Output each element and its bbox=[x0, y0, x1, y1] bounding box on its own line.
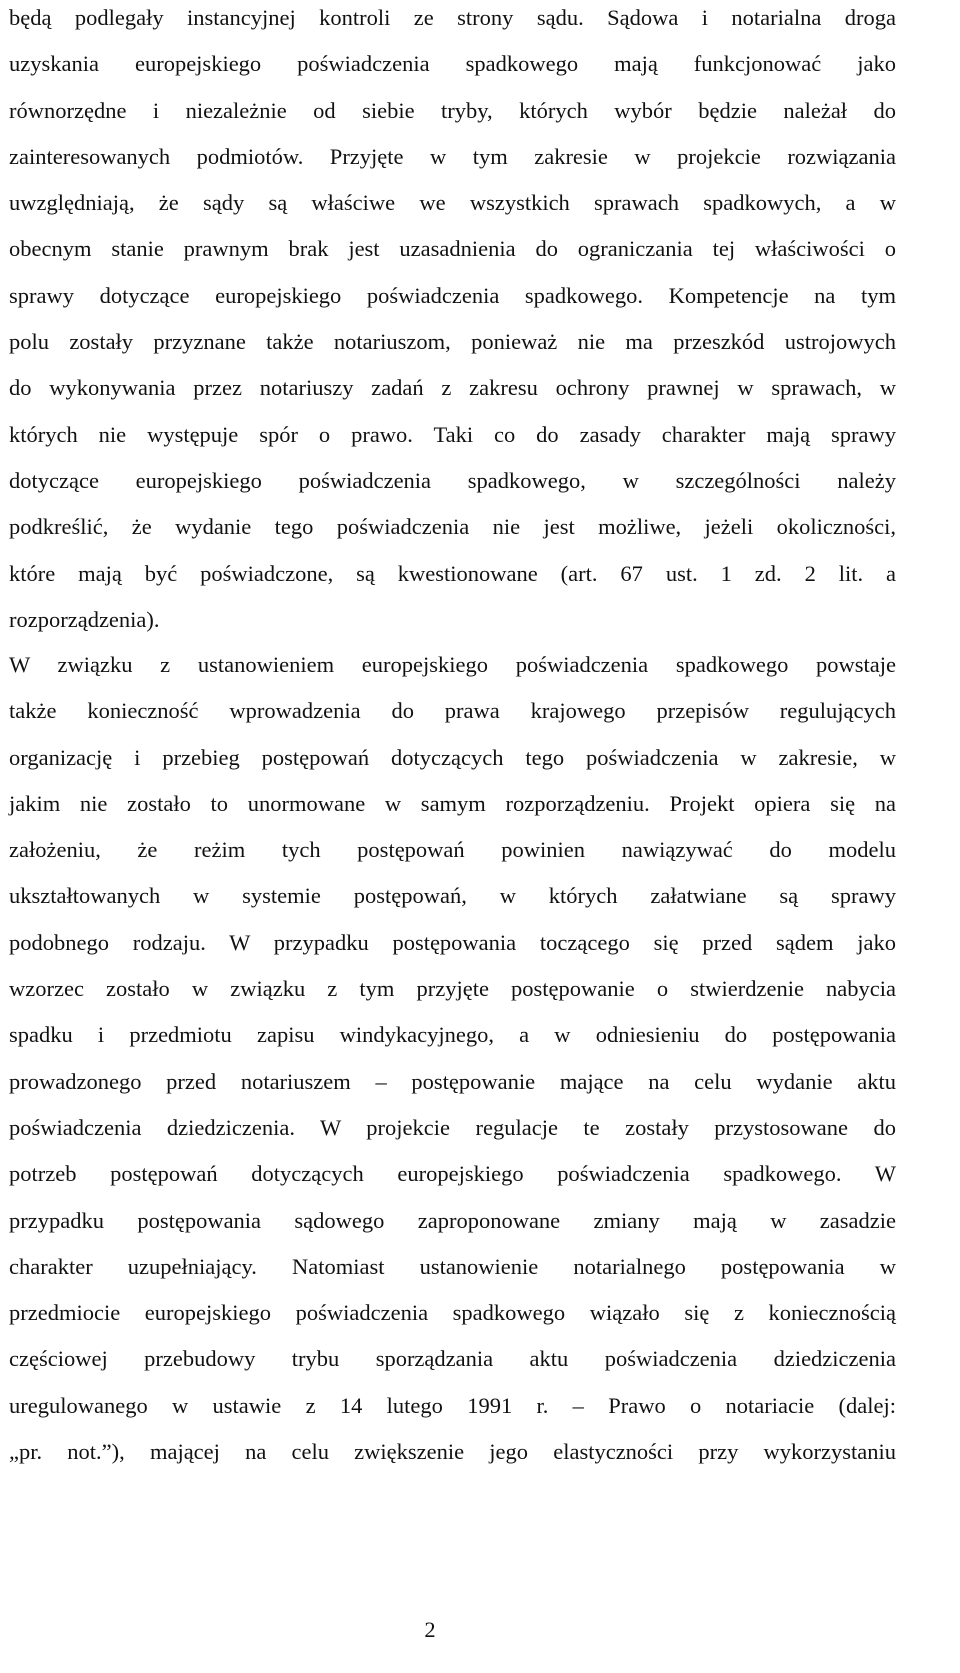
text-line: uzyskania europejskiego poświadczenia spadkowego mają funkcjonować jako bbox=[9, 51, 896, 77]
text-line: także konieczność wprowadzenia do prawa krajowego przepisów regulujących bbox=[9, 698, 896, 724]
text-line: uregulowanego w ustawie z 14 lutego 1991 r. – Prawo o notariacie (dalej: bbox=[9, 1392, 896, 1418]
page-number: 2 bbox=[424, 1617, 436, 1642]
text-line: prowadzonego przed notariuszem – postępowanie mające na celu wydanie aktu bbox=[9, 1068, 896, 1094]
text-line: do wykonywania przez notariuszy zadań z zakresu ochrony prawnej w sprawach, w bbox=[9, 375, 896, 401]
text-line: które mają być poświadczone, są kwestionowane (art. 67 ust. 1 zd. 2 lit. a bbox=[9, 560, 896, 586]
text-line: zainteresowanych podmiotów. Przyjęte w tym zakresie w projekcie rozwiązania bbox=[9, 143, 896, 169]
text-line: przypadku postępowania sądowego zaproponowane zmiany mają w zasadzie bbox=[9, 1207, 896, 1233]
text-line: ukształtowanych w systemie postępowań, w których załatwiane są sprawy bbox=[9, 883, 896, 909]
text-line: częściowej przebudowy trybu sporządzania aktu poświadczenia dziedziczenia bbox=[9, 1346, 896, 1372]
text-line: charakter uzupełniający. Natomiast ustanowienie notarialnego postępowania w bbox=[9, 1253, 896, 1279]
text-line: organizację i przebieg postępowań dotyczących tego poświadczenia w zakresie, w bbox=[9, 744, 896, 770]
paragraph-2 bbox=[9, 642, 896, 1475]
text-line: spadku i przedmiotu zapisu windykacyjnego, a w odniesieniu do postępowania bbox=[9, 1022, 896, 1048]
text-line: jakim nie zostało to unormowane w samym rozporządzeniu. Projekt opiera się na bbox=[9, 790, 896, 816]
text-line: wzorzec zostało w związku z tym przyjęte postępowanie o stwierdzenie nabycia bbox=[9, 976, 896, 1002]
text-line: założeniu, że reżim tych postępowań powinien nawiązywać do modelu bbox=[9, 837, 896, 863]
paragraph-1 bbox=[9, 0, 896, 643]
text-line: rozporządzenia). bbox=[9, 606, 160, 632]
text-line: uwzględniają, że sądy są właściwe we wszystkich sprawach spadkowych, a w bbox=[9, 190, 896, 216]
text-line: „pr. not.”), mającej na celu zwiększenie jego elastyczności przy wykorzystaniu bbox=[9, 1439, 896, 1465]
text-line: poświadczenia dziedziczenia. W projekcie regulacje te zostały przystosowane do bbox=[9, 1114, 896, 1140]
text-line: potrzeb postępowań dotyczących europejskiego poświadczenia spadkowego. W bbox=[9, 1161, 896, 1187]
text-line: polu zostały przyznane także notariuszom, ponieważ nie ma przeszkód ustrojowych bbox=[9, 329, 896, 355]
text-line: przedmiocie europejskiego poświadczenia spadkowego wiązało się z koniecznością bbox=[9, 1300, 896, 1326]
text-line: W związku z ustanowieniem europejskiego poświadczenia spadkowego powstaje bbox=[9, 652, 896, 677]
text-line: równorzędne i niezależnie od siebie tryby, których wybór będzie należał do bbox=[9, 97, 896, 123]
text-line: obecnym stanie prawnym brak jest uzasadnienia do ograniczania tej właściwości o bbox=[9, 236, 896, 262]
text-line: dotyczące europejskiego poświadczenia spadkowego, w szczególności należy bbox=[9, 467, 896, 493]
text-line: podobnego rodzaju. W przypadku postępowania toczącego się przed sądem jako bbox=[9, 929, 896, 955]
text-line: których nie występuje spór o prawo. Taki co do zasady charakter mają sprawy bbox=[9, 421, 896, 447]
text-line: będą podlegały instancyjnej kontroli ze strony sądu. Sądowa i notarialna droga bbox=[9, 5, 896, 30]
text-line: podkreślić, że wydanie tego poświadczenia nie jest możliwe, jeżeli okoliczności, bbox=[9, 514, 896, 540]
text-line: sprawy dotyczące europejskiego poświadczenia spadkowego. Kompetencje na tym bbox=[9, 282, 896, 308]
